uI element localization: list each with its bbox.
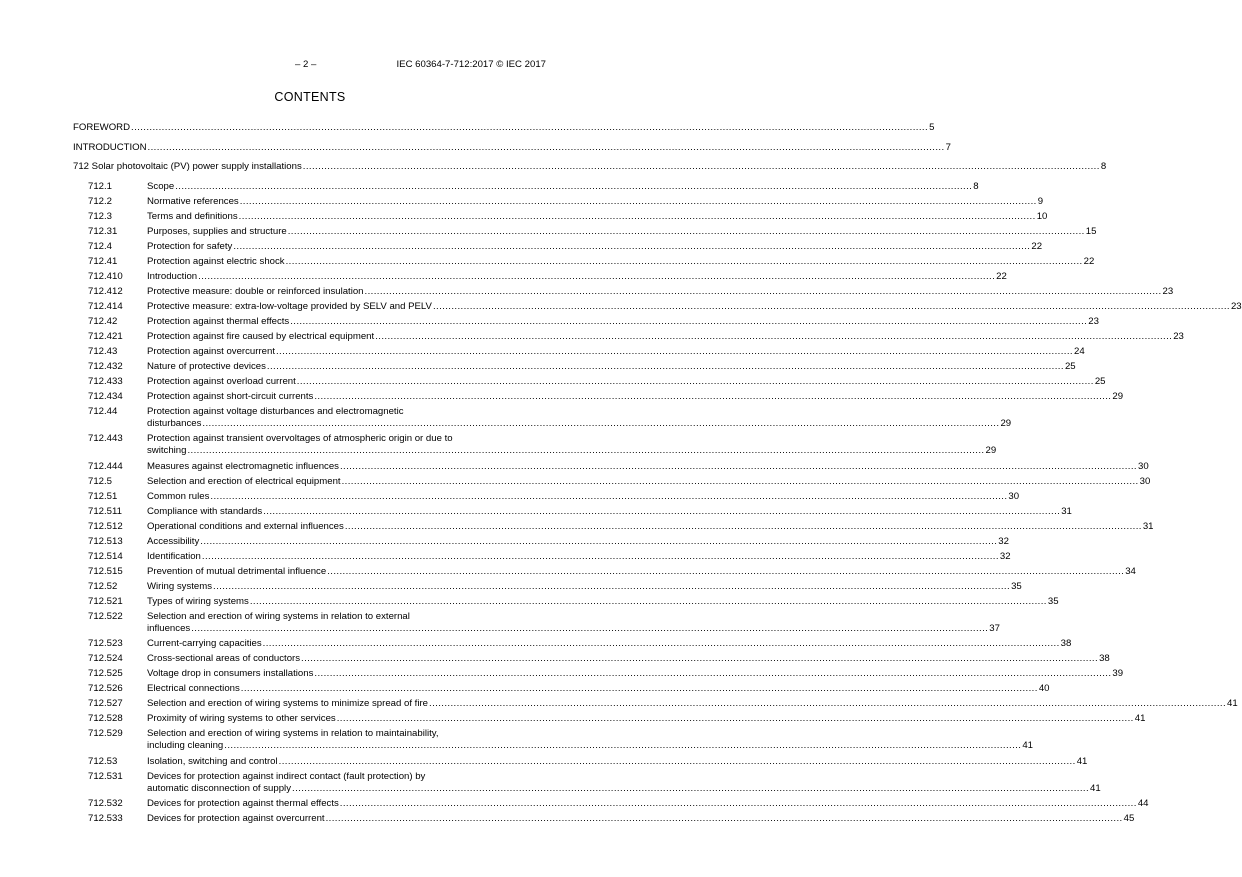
toc-entry[interactable] xyxy=(73,240,1043,256)
dot-leader: .................................................................................................................................................................................................................................................................... xyxy=(266,360,1064,372)
dot-leader: .................................................................................................................................................................................................................................................................... xyxy=(191,622,989,634)
toc-entry-body xyxy=(147,755,1088,768)
document-reference: IEC 60364-7-712:2017 © IEC 2017 xyxy=(396,59,546,70)
toc-entry-title: Scope xyxy=(147,180,175,192)
toc-entry-body xyxy=(147,638,1072,650)
toc-entry[interactable] xyxy=(73,475,1151,491)
toc-entry-title: switching xyxy=(147,445,187,456)
toc-entry-page: 22 xyxy=(1031,240,1043,252)
toc-entry-body xyxy=(147,798,1149,810)
toc-entry[interactable] xyxy=(73,668,1124,683)
toc-entry-number: 712.433 xyxy=(88,375,123,387)
dot-leader: .................................................................................................................................................................................................................................................................... xyxy=(364,285,1162,297)
dot-leader: .................................................................................................................................................................................................................................................................... xyxy=(198,270,996,282)
toc-entry[interactable] xyxy=(73,210,1048,226)
toc-entry[interactable] xyxy=(73,433,997,461)
toc-entry-number: 712.512 xyxy=(88,520,123,532)
toc-entry[interactable] xyxy=(73,505,1072,521)
toc-entry[interactable] xyxy=(73,595,1059,611)
toc-entry-body xyxy=(147,683,1050,695)
toc-entry-title: Types of wiring systems xyxy=(147,595,249,607)
toc-entry-title: Devices for protection against overcurrent xyxy=(147,813,325,824)
toc-entry[interactable] xyxy=(73,798,1149,813)
dot-leader: .................................................................................................................................................................................................................................................................... xyxy=(341,475,1139,487)
toc-entry-body xyxy=(147,375,1106,388)
page-number: – 2 – xyxy=(295,59,317,70)
toc-entry-page: 30 xyxy=(1008,490,1020,502)
dot-leader: .................................................................................................................................................................................................................................................................... xyxy=(200,535,998,547)
toc-entry-body xyxy=(147,813,1135,825)
toc-entry-title: Protection against overcurrent xyxy=(147,345,275,357)
dot-leader: .................................................................................................................................................................................................................................................................... xyxy=(314,668,1112,679)
toc-entry-title: Introduction xyxy=(147,270,198,282)
toc-entry-title: Common rules xyxy=(147,490,210,502)
dot-leader: .................................................................................................................................................................................................................................................................... xyxy=(296,375,1094,387)
toc-entry-page: 39 xyxy=(1112,668,1124,679)
toc-entry[interactable] xyxy=(73,460,1149,476)
toc-entry-title: Wiring systems xyxy=(147,580,213,592)
dot-leader: .................................................................................................................................................................................................................................................................... xyxy=(432,300,1230,312)
toc-entry-page: 25 xyxy=(1064,360,1076,372)
toc-entry-title-line1: Protection against transient overvoltages of atmospheric origin or due to xyxy=(147,433,453,444)
toc-entry-title: Nature of protective devices xyxy=(147,360,266,372)
toc-entry-number: 712.412 xyxy=(88,285,123,297)
toc-entry[interactable] xyxy=(73,180,979,196)
toc-entry-title: Voltage drop in consumers installations xyxy=(147,668,314,679)
toc-entry-number: 712.42 xyxy=(88,315,118,327)
toc-entry-number: 712.533 xyxy=(88,813,123,824)
dot-leader: .................................................................................................................................................................................................................................................................... xyxy=(375,330,1173,342)
toc-entry-body xyxy=(147,460,1149,473)
toc-entry-page: 32 xyxy=(998,535,1009,547)
toc-entry-page: 23 xyxy=(1088,315,1099,327)
toc-entry-page: 9 xyxy=(1037,195,1044,207)
toc-entry-page: 41 xyxy=(1134,713,1146,724)
toc-entry-number: 712.5 xyxy=(88,475,113,487)
toc-entry-body xyxy=(147,180,979,193)
toc-entry[interactable] xyxy=(73,580,1022,596)
toc-entry-page: 7 xyxy=(945,141,951,153)
toc-entry-number: 712.3 xyxy=(88,210,113,222)
dot-leader: .................................................................................................................................................................................................................................................................... xyxy=(278,755,1076,767)
toc-entry-title: Protection against electric shock xyxy=(147,255,285,267)
toc-entry-page: 41 xyxy=(1090,782,1101,794)
toc-entry-number: 712.4 xyxy=(88,240,113,252)
toc-entry-title: Compliance with standards xyxy=(147,505,263,517)
toc-entry-title-line1: Devices for protection against indirect contact (fault protection) by xyxy=(147,770,426,782)
toc-entry-title: INTRODUCTION xyxy=(73,141,147,153)
dot-leader: .................................................................................................................................................................................................................................................................... xyxy=(290,315,1088,327)
toc-entry-page: 29 xyxy=(985,445,997,456)
toc-entry-page: 31 xyxy=(1061,505,1072,517)
toc-entry-body xyxy=(147,770,1101,795)
table-of-contents xyxy=(73,122,1242,828)
dot-leader: .................................................................................................................................................................................................................................................................... xyxy=(202,417,1000,429)
dot-leader: .................................................................................................................................................................................................................................................................... xyxy=(213,580,1011,592)
toc-entry-number: 712.525 xyxy=(88,668,123,679)
toc-entry-number: 712.511 xyxy=(88,505,122,517)
toc-entry-page: 35 xyxy=(1011,580,1022,592)
toc-entry-title-line1: Protection against voltage disturbances and electromagnetic xyxy=(147,405,404,417)
toc-entry-title: Protective measure: double or reinforced insulation xyxy=(147,285,364,297)
dot-leader: .................................................................................................................................................................................................................................................................... xyxy=(239,195,1037,207)
toc-entry-body xyxy=(147,490,1020,503)
dot-leader: .................................................................................................................................................................................................................................................................... xyxy=(275,345,1074,357)
toc-entry-number: 712.444 xyxy=(88,460,123,472)
toc-entry-body xyxy=(147,713,1146,725)
toc-entry-title: including cleaning xyxy=(147,740,224,751)
toc-entry-title: Measures against electromagnetic influences xyxy=(147,460,339,472)
toc-entry[interactable] xyxy=(73,683,1050,698)
toc-entry-title: Accessibility xyxy=(147,535,200,547)
toc-entry-number: 712.410 xyxy=(88,270,123,282)
toc-entry-title: influences xyxy=(147,622,191,634)
dot-leader: .................................................................................................................................................................................................................................................................... xyxy=(285,255,1083,267)
toc-entry-page: 24 xyxy=(1074,345,1085,357)
toc-entry-body xyxy=(73,122,935,134)
toc-entry-title: Protection against fire caused by electrical equipment xyxy=(147,330,375,342)
toc-entry-body xyxy=(147,535,1009,548)
toc-entry-page: 41 xyxy=(1076,755,1088,767)
toc-entry-title: Operational conditions and external influences xyxy=(147,520,344,532)
toc-entry[interactable] xyxy=(73,270,1007,286)
toc-entry[interactable] xyxy=(73,565,1136,581)
toc-entry-title: disturbances xyxy=(147,417,202,429)
toc-entry[interactable] xyxy=(73,405,1012,434)
toc-entry[interactable] xyxy=(73,520,1154,536)
dot-leader: .................................................................................................................................................................................................................................................................... xyxy=(327,565,1125,577)
toc-entry-number: 712.526 xyxy=(88,683,123,694)
toc-entry-body xyxy=(147,728,1033,752)
toc-entry-number: 712.41 xyxy=(88,255,118,267)
toc-entry-title: FOREWORD xyxy=(73,122,131,133)
toc-entry-page: 25 xyxy=(1094,375,1106,387)
toc-entry[interactable] xyxy=(73,360,1076,376)
toc-entry-title: Identification xyxy=(147,550,201,562)
toc-entry-number: 712.522 xyxy=(88,610,123,622)
toc-entry-page: 29 xyxy=(1000,417,1012,429)
toc-entry-title: Devices for protection against thermal effects xyxy=(147,798,339,809)
toc-entry-body xyxy=(147,255,1095,268)
toc-entry[interactable] xyxy=(73,610,1000,639)
toc-entry-title: Current-carrying capacities xyxy=(147,638,262,649)
toc-entry-body xyxy=(147,225,1097,238)
toc-entry-title: Protection for safety xyxy=(147,240,233,252)
toc-entry-page: 35 xyxy=(1047,595,1059,607)
toc-entry-body xyxy=(147,270,1007,283)
dot-leader: .................................................................................................................................................................................................................................................................... xyxy=(238,210,1036,222)
toc-entry[interactable] xyxy=(73,141,951,162)
toc-entry[interactable] xyxy=(73,375,1106,391)
toc-entry-number: 712.31 xyxy=(88,225,118,237)
toc-entry[interactable] xyxy=(73,813,1135,828)
dot-leader: .................................................................................................................................................................................................................................................................... xyxy=(147,141,945,153)
dot-leader: .................................................................................................................................................................................................................................................................... xyxy=(175,180,973,192)
page-header xyxy=(0,59,620,73)
toc-entry-title: Terms and definitions xyxy=(147,210,238,222)
toc-entry-number: 712.432 xyxy=(88,360,123,372)
dot-leader: .................................................................................................................................................................................................................................................................... xyxy=(233,240,1031,252)
toc-entry-number: 712.443 xyxy=(88,433,123,444)
toc-entry-number: 712.523 xyxy=(88,638,123,649)
toc-entry-body xyxy=(147,595,1059,608)
toc-entry-page: 15 xyxy=(1085,225,1097,237)
toc-entry-title: Selection and erection of wiring systems to minimize spread of fire xyxy=(147,698,429,709)
dot-leader: .................................................................................................................................................................................................................................................................... xyxy=(292,782,1090,794)
toc-entry[interactable] xyxy=(73,285,1174,301)
toc-entry-title: Selection and erection of electrical equipment xyxy=(147,475,341,487)
toc-entry[interactable] xyxy=(73,728,1033,756)
dot-leader: .................................................................................................................................................................................................................................................................... xyxy=(249,595,1047,607)
toc-entry-title: automatic disconnection of supply xyxy=(147,782,291,794)
toc-entry-number: 712.527 xyxy=(88,698,123,709)
toc-entry-body xyxy=(147,580,1022,593)
dot-leader: .................................................................................................................................................................................................................................................................... xyxy=(210,490,1008,502)
toc-entry-title: Proximity of wiring systems to other services xyxy=(147,713,336,724)
toc-entry-page: 44 xyxy=(1137,798,1149,809)
toc-entry-body xyxy=(147,668,1124,680)
toc-entry-number: 712.529 xyxy=(88,728,123,739)
toc-entry-body xyxy=(147,405,1012,430)
dot-leader: .................................................................................................................................................................................................................................................................... xyxy=(240,683,1038,694)
toc-entry-page: 40 xyxy=(1038,683,1050,694)
toc-entry-title: Purposes, supplies and structure xyxy=(147,225,287,237)
toc-entry-page: 23 xyxy=(1162,285,1174,297)
toc-entry-number: 712.532 xyxy=(88,798,123,809)
toc-entry-body xyxy=(147,195,1044,208)
toc-entry-page: 38 xyxy=(1060,638,1072,649)
toc-entry-number: 712.414 xyxy=(88,300,123,312)
toc-entry-title: Isolation, switching and control xyxy=(147,755,278,767)
toc-entry-number: 712.515 xyxy=(88,565,123,577)
dot-leader: .................................................................................................................................................................................................................................................................... xyxy=(187,445,985,456)
dot-leader: .................................................................................................................................................................................................................................................................... xyxy=(131,122,929,133)
dot-leader: .................................................................................................................................................................................................................................................................... xyxy=(339,798,1137,809)
toc-entry-number: 712.434 xyxy=(88,390,123,402)
toc-entry[interactable] xyxy=(73,755,1088,771)
dot-leader: .................................................................................................................................................................................................................................................................... xyxy=(287,225,1085,237)
toc-entry-number: 712.513 xyxy=(88,535,123,547)
dot-leader: .................................................................................................................................................................................................................................................................... xyxy=(224,740,1022,751)
toc-entry[interactable] xyxy=(73,225,1097,241)
toc-entry[interactable] xyxy=(73,300,1242,316)
dot-leader: .................................................................................................................................................................................................................................................................... xyxy=(301,653,1099,664)
toc-entry[interactable] xyxy=(73,122,935,142)
toc-entry-number: 712.524 xyxy=(88,653,123,664)
toc-entry-body xyxy=(147,475,1151,488)
toc-entry-page: 37 xyxy=(989,622,1000,634)
toc-entry-page: 41 xyxy=(1022,740,1033,751)
contents-title: CONTENTS xyxy=(274,90,346,104)
toc-entry-number: 712.52 xyxy=(88,580,118,592)
toc-entry[interactable] xyxy=(73,330,1184,346)
toc-entry[interactable] xyxy=(73,390,1124,406)
toc-entry-title: Protection against thermal effects xyxy=(147,315,290,327)
toc-entry[interactable] xyxy=(73,713,1146,728)
toc-entry-page: 38 xyxy=(1099,653,1110,664)
toc-entry[interactable] xyxy=(73,770,1101,799)
dot-leader: .................................................................................................................................................................................................................................................................... xyxy=(429,698,1227,709)
toc-entry-page: 30 xyxy=(1138,460,1149,472)
toc-entry-body xyxy=(147,285,1174,298)
toc-entry-page: 34 xyxy=(1125,565,1136,577)
toc-entry-body xyxy=(147,345,1085,358)
toc-entry-page: 23 xyxy=(1230,300,1242,312)
toc-entry-body xyxy=(147,698,1238,710)
toc-entry-number: 712.43 xyxy=(88,345,118,357)
toc-entry-body xyxy=(147,565,1136,578)
toc-entry[interactable] xyxy=(73,490,1020,506)
toc-entry-page: 31 xyxy=(1142,520,1154,532)
toc-entry-page: 10 xyxy=(1036,210,1048,222)
dot-leader: .................................................................................................................................................................................................................................................................... xyxy=(336,713,1134,724)
toc-entry-body xyxy=(73,161,1107,173)
toc-entry-page: 41 xyxy=(1227,698,1238,709)
dot-leader: .................................................................................................................................................................................................................................................................... xyxy=(201,550,999,562)
toc-entry-body xyxy=(147,505,1072,518)
toc-entry[interactable] xyxy=(73,535,1009,551)
toc-entry-page: 23 xyxy=(1173,330,1184,342)
toc-entry-title: Protection against short-circuit currents xyxy=(147,390,314,402)
toc-entry-number: 712.528 xyxy=(88,713,123,724)
toc-entry-number: 712.514 xyxy=(88,550,123,562)
toc-entry-number: 712.1 xyxy=(88,180,113,192)
toc-entry-body xyxy=(147,610,1000,635)
toc-entry-page: 30 xyxy=(1139,475,1151,487)
dot-leader: .................................................................................................................................................................................................................................................................... xyxy=(314,390,1112,402)
toc-entry[interactable] xyxy=(73,653,1110,668)
toc-entry-body xyxy=(147,390,1124,403)
toc-entry[interactable] xyxy=(73,550,1011,566)
toc-entry-body xyxy=(147,550,1011,563)
toc-entry-page: 22 xyxy=(1083,255,1095,267)
toc-entry[interactable] xyxy=(73,698,1238,713)
toc-entry-body xyxy=(147,653,1110,665)
toc-entry[interactable] xyxy=(73,638,1072,653)
toc-entry-number: 712.521 xyxy=(88,595,123,607)
toc-entry-body xyxy=(147,330,1184,343)
toc-entry-number: 712.531 xyxy=(88,770,123,782)
toc-entry-page: 8 xyxy=(1100,161,1107,172)
toc-entry-body xyxy=(147,300,1242,313)
toc-entry-body xyxy=(147,520,1154,533)
toc-entry-body xyxy=(147,315,1099,328)
toc-entry-number: 712.421 xyxy=(88,330,123,342)
toc-entry[interactable] xyxy=(73,315,1099,331)
toc-entry-title: Prevention of mutual detrimental influence xyxy=(147,565,327,577)
toc-entry-title-line1: Selection and erection of wiring systems in relation to maintainability, xyxy=(147,728,439,739)
toc-entry-page: 45 xyxy=(1123,813,1135,824)
dot-leader: .................................................................................................................................................................................................................................................................... xyxy=(344,520,1142,532)
dot-leader: .................................................................................................................................................................................................................................................................... xyxy=(262,638,1060,649)
toc-entry[interactable] xyxy=(73,345,1085,361)
toc-entry-title: Normative references xyxy=(147,195,239,207)
toc-entry-title: Cross-sectional areas of conductors xyxy=(147,653,301,664)
toc-entry-body xyxy=(147,210,1048,223)
toc-entry-title: Protective measure: extra-low-voltage provided by SELV and PELV xyxy=(147,300,432,312)
toc-entry-title: Electrical connections xyxy=(147,683,240,694)
toc-entry-page: 5 xyxy=(929,122,935,133)
toc-entry-body xyxy=(147,360,1076,373)
toc-entry-number: 712.2 xyxy=(88,195,113,207)
dot-leader: .................................................................................................................................................................................................................................................................... xyxy=(325,813,1123,824)
toc-entry-body xyxy=(147,433,997,457)
toc-entry-number: 712.51 xyxy=(88,490,118,502)
dot-leader: .................................................................................................................................................................................................................................................................... xyxy=(263,505,1061,517)
toc-entry[interactable] xyxy=(73,161,1107,181)
toc-entry-number: 712.53 xyxy=(88,755,118,767)
toc-entry-page: 22 xyxy=(996,270,1007,282)
dot-leader: .................................................................................................................................................................................................................................................................... xyxy=(302,161,1100,172)
toc-entry-title: 712 Solar photovoltaic (PV) power supply installations xyxy=(73,161,302,172)
toc-entry-title: Protection against overload current xyxy=(147,375,296,387)
toc-entry-body xyxy=(147,240,1043,253)
toc-entry-page: 8 xyxy=(973,180,979,192)
toc-entry[interactable] xyxy=(73,255,1095,271)
toc-entry-page: 32 xyxy=(999,550,1011,562)
toc-entry-body xyxy=(73,141,951,154)
toc-entry-page: 29 xyxy=(1112,390,1124,402)
toc-entry[interactable] xyxy=(73,195,1044,211)
toc-entry-number: 712.44 xyxy=(88,405,118,417)
dot-leader: .................................................................................................................................................................................................................................................................... xyxy=(339,460,1138,472)
toc-entry-title-line1: Selection and erection of wiring systems in relation to external xyxy=(147,610,410,622)
